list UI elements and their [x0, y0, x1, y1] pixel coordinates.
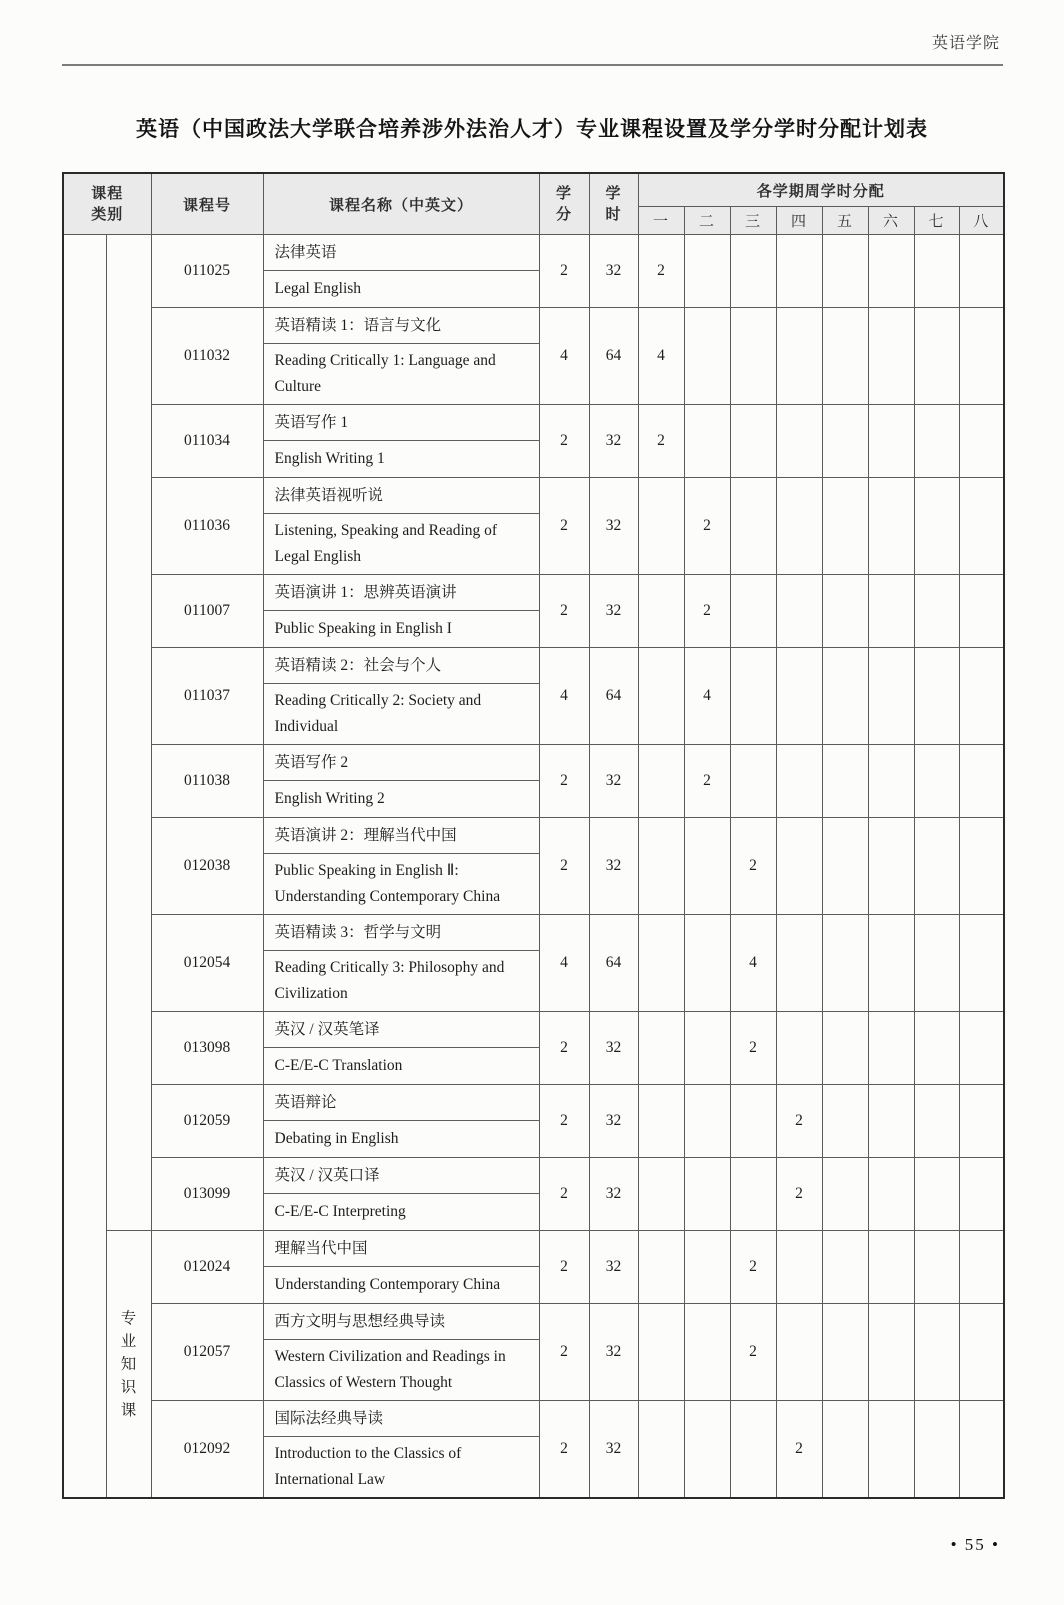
semester-hours-cell: [822, 1158, 868, 1231]
semester-hours-cell: [868, 478, 914, 575]
table-header: [63, 173, 1004, 235]
course-name-en: C-E/E-C Translation: [274, 1057, 403, 1074]
course-row: [63, 1012, 1004, 1085]
semester-hours-cell: [868, 915, 914, 1012]
header-credits-line2: 分: [556, 206, 573, 223]
semester-hours-cell: [914, 648, 959, 745]
hours-cell: 32: [589, 1085, 638, 1158]
course-name-en: Public Speaking in English Ⅱ: Understanding Contemporary China: [274, 862, 501, 905]
semester-hours-cell: [776, 745, 822, 818]
semester-hours-cell: [776, 478, 822, 575]
course-row: [63, 1401, 1004, 1499]
course-name-cn: 英语演讲 2：理解当代中国: [264, 818, 539, 854]
semester-hours-cell: 4: [684, 648, 730, 745]
semester-hours-cell: [822, 575, 868, 648]
course-row: [63, 478, 1004, 575]
header-category-line1: 课程: [91, 185, 124, 202]
semester-hours-cell: 2: [776, 1085, 822, 1158]
course-name-cn: 法律英语视听说: [264, 478, 539, 514]
header-hours-line2: 时: [605, 206, 622, 223]
semester-hours-cell: [868, 405, 914, 478]
hours-cell: 32: [589, 405, 638, 478]
course-code-cell: 012024: [151, 1231, 263, 1304]
course-name-cell: [263, 1012, 539, 1085]
course-row: [63, 1085, 1004, 1158]
course-name-en: Legal English: [274, 280, 362, 297]
semester-hours-cell: [776, 648, 822, 745]
header-semester-group: 各学期周学时分配: [638, 173, 1004, 207]
semester-hours-cell: [914, 745, 959, 818]
semester-hours-cell: 2: [684, 575, 730, 648]
course-name-cn: 英语精读 2：社会与个人: [264, 648, 539, 684]
semester-hours-cell: [684, 1401, 730, 1499]
semester-hours-cell: [638, 478, 684, 575]
course-name-cn: 英语精读 1：语言与文化: [264, 308, 539, 344]
semester-hours-cell: [730, 478, 776, 575]
semester-hours-cell: [776, 1012, 822, 1085]
semester-hours-cell: [638, 1401, 684, 1499]
course-name-cn: 英语演讲 1：思辨英语演讲: [264, 575, 539, 611]
course-name-en: Introduction to the Classics of International Law: [274, 1445, 462, 1488]
semester-hours-cell: [638, 1304, 684, 1401]
semester-hours-cell: [822, 915, 868, 1012]
credits-cell: 4: [539, 915, 589, 1012]
course-name-cell: [263, 1085, 539, 1158]
header-course-no: 课程号: [151, 173, 263, 235]
semester-hours-cell: [684, 1085, 730, 1158]
credits-cell: 2: [539, 1158, 589, 1231]
header-hours: [589, 173, 638, 235]
credits-cell: 4: [539, 308, 589, 405]
semester-hours-cell: 2: [730, 1231, 776, 1304]
semester-hours-cell: [730, 648, 776, 745]
semester-hours-cell: [914, 1231, 959, 1304]
semester-hours-cell: [776, 235, 822, 308]
semester-hours-cell: [730, 1401, 776, 1499]
semester-hours-cell: [959, 1085, 1004, 1158]
credits-cell: 2: [539, 1012, 589, 1085]
credits-cell: 2: [539, 575, 589, 648]
course-code-cell: 012038: [151, 818, 263, 915]
category-group-cell: [106, 235, 151, 1231]
semester-hours-cell: [959, 405, 1004, 478]
semester-hours-cell: [959, 1158, 1004, 1231]
course-name-cell: [263, 405, 539, 478]
semester-hours-cell: [959, 1231, 1004, 1304]
semester-hours-cell: [914, 308, 959, 405]
hours-cell: 32: [589, 1012, 638, 1085]
credits-cell: 4: [539, 648, 589, 745]
semester-hours-cell: [868, 575, 914, 648]
course-name-cn: 英语写作 2: [264, 745, 539, 781]
header-course-name: 课程名称（中英文）: [263, 173, 539, 235]
semester-hours-cell: [822, 1085, 868, 1158]
semester-hours-cell: [959, 1401, 1004, 1499]
course-name-cell: [263, 818, 539, 915]
course-name-cell: [263, 575, 539, 648]
semester-hours-cell: [914, 478, 959, 575]
semester-hours-cell: [914, 1085, 959, 1158]
course-code-cell: 013098: [151, 1012, 263, 1085]
course-name-cell: [263, 1401, 539, 1499]
semester-hours-cell: [776, 1231, 822, 1304]
semester-hours-cell: [730, 235, 776, 308]
credits-cell: 2: [539, 478, 589, 575]
category-outer-cell: [63, 235, 106, 1499]
course-name-en: C-E/E-C Interpreting: [274, 1203, 406, 1220]
header-semester-4: 四: [776, 207, 822, 235]
course-name-cn: 英语写作 1: [264, 405, 539, 441]
course-row: [63, 405, 1004, 478]
semester-hours-cell: 2: [684, 478, 730, 575]
credits-cell: 2: [539, 1231, 589, 1304]
semester-hours-cell: [684, 1231, 730, 1304]
semester-hours-cell: [776, 405, 822, 478]
semester-hours-cell: 2: [730, 818, 776, 915]
course-row: [63, 1304, 1004, 1401]
semester-hours-cell: [730, 1085, 776, 1158]
semester-hours-cell: [776, 575, 822, 648]
header-category-line2: 类别: [91, 206, 124, 223]
header-hours-line1: 学: [605, 185, 622, 202]
semester-hours-cell: [914, 818, 959, 915]
semester-hours-cell: [914, 575, 959, 648]
running-header: [932, 30, 1000, 53]
course-row: [63, 818, 1004, 915]
course-code-cell: 011025: [151, 235, 263, 308]
hours-cell: 64: [589, 648, 638, 745]
semester-hours-cell: [959, 235, 1004, 308]
semester-hours-cell: [684, 235, 730, 308]
semester-hours-cell: [776, 308, 822, 405]
semester-hours-cell: 2: [684, 745, 730, 818]
course-name-en: Listening, Speaking and Reading of Legal English: [274, 522, 498, 565]
semester-hours-cell: [914, 235, 959, 308]
semester-hours-cell: [868, 1304, 914, 1401]
course-code-cell: 012092: [151, 1401, 263, 1499]
credits-cell: 2: [539, 1085, 589, 1158]
header-semester-2: 二: [684, 207, 730, 235]
header-credits-line1: 学: [556, 185, 573, 202]
course-name-en: English Writing 2: [274, 790, 385, 807]
header-semester-5: 五: [822, 207, 868, 235]
semester-hours-cell: [638, 1012, 684, 1085]
course-name-en: Debating in English: [274, 1130, 399, 1147]
semester-hours-cell: [684, 308, 730, 405]
semester-hours-cell: [959, 308, 1004, 405]
page-title: 英语（中国政法大学联合培养涉外法治人才）专业课程设置及学分学时分配计划表: [136, 118, 928, 141]
college-name: 英语学院: [931, 35, 1000, 52]
semester-hours-cell: [822, 1401, 868, 1499]
semester-hours-cell: [959, 745, 1004, 818]
course-name-cell: [263, 915, 539, 1012]
course-name-cn: 西方文明与思想经典导读: [264, 1304, 539, 1340]
semester-hours-cell: [914, 405, 959, 478]
course-name-cn: 英语辩论: [264, 1085, 539, 1121]
semester-hours-cell: [822, 1304, 868, 1401]
header-semester-6: 六: [868, 207, 914, 235]
semester-hours-cell: [822, 235, 868, 308]
semester-hours-cell: 2: [776, 1401, 822, 1499]
course-name-en: Reading Critically 3: Philosophy and Civilization: [274, 959, 505, 1002]
header-rule: [62, 64, 1003, 66]
credits-cell: 2: [539, 818, 589, 915]
header-credits: [539, 173, 589, 235]
course-name-cell: [263, 235, 539, 308]
semester-hours-cell: [959, 1012, 1004, 1085]
category-group-cell: [106, 1231, 151, 1499]
course-name-cn: 国际法经典导读: [264, 1401, 539, 1437]
semester-hours-cell: [959, 1304, 1004, 1401]
semester-hours-cell: 4: [638, 308, 684, 405]
semester-hours-cell: [868, 745, 914, 818]
semester-hours-cell: [638, 818, 684, 915]
course-row: [63, 745, 1004, 818]
semester-hours-cell: [776, 915, 822, 1012]
semester-hours-cell: [638, 915, 684, 1012]
semester-hours-cell: 2: [730, 1304, 776, 1401]
course-name-en: Western Civilization and Readings in Classics of Western Thought: [274, 1348, 506, 1391]
course-name-cell: [263, 745, 539, 818]
semester-hours-cell: [822, 405, 868, 478]
hours-cell: 32: [589, 745, 638, 818]
course-row: [63, 1158, 1004, 1231]
credits-cell: 2: [539, 405, 589, 478]
page-number: • 55 •: [950, 1535, 1000, 1554]
course-name-cn: 英语精读 3：哲学与文明: [264, 915, 539, 951]
hours-cell: 32: [589, 1231, 638, 1304]
course-row: [63, 1231, 1004, 1304]
course-name-cell: [263, 1304, 539, 1401]
semester-hours-cell: [868, 235, 914, 308]
course-row: [63, 575, 1004, 648]
semester-hours-cell: [868, 1401, 914, 1499]
course-code-cell: 011007: [151, 575, 263, 648]
semester-hours-cell: [914, 1304, 959, 1401]
semester-hours-cell: 4: [730, 915, 776, 1012]
semester-hours-cell: [959, 478, 1004, 575]
header-semester-1: 一: [638, 207, 684, 235]
header-semester-7: 七: [914, 207, 959, 235]
semester-hours-cell: [868, 1012, 914, 1085]
hours-cell: 32: [589, 575, 638, 648]
semester-hours-cell: [684, 1012, 730, 1085]
hours-cell: 32: [589, 1401, 638, 1499]
course-code-cell: 013099: [151, 1158, 263, 1231]
course-code-cell: 012057: [151, 1304, 263, 1401]
course-row: [63, 235, 1004, 308]
semester-hours-cell: [914, 1158, 959, 1231]
course-name-cn: 英汉 / 汉英笔译: [264, 1012, 539, 1048]
course-name-en: Public Speaking in English I: [274, 620, 452, 637]
course-name-en: Reading Critically 1: Language and Culture: [274, 352, 496, 395]
header-category: [63, 173, 151, 235]
semester-hours-cell: [914, 1012, 959, 1085]
course-name-en: Understanding Contemporary China: [274, 1276, 501, 1293]
hours-cell: 32: [589, 818, 638, 915]
course-name-cn: 英汉 / 汉英口译: [264, 1158, 539, 1194]
semester-hours-cell: [730, 575, 776, 648]
semester-hours-cell: 2: [638, 405, 684, 478]
semester-hours-cell: [684, 405, 730, 478]
semester-hours-cell: [959, 648, 1004, 745]
semester-hours-cell: [868, 1158, 914, 1231]
credits-cell: 2: [539, 1401, 589, 1499]
course-name-cell: [263, 648, 539, 745]
table-body: [63, 235, 1004, 1499]
semester-hours-cell: [684, 1158, 730, 1231]
course-code-cell: 011032: [151, 308, 263, 405]
hours-cell: 32: [589, 478, 638, 575]
hours-cell: 64: [589, 308, 638, 405]
credits-cell: 2: [539, 1304, 589, 1401]
semester-hours-cell: [730, 745, 776, 818]
semester-hours-cell: [730, 405, 776, 478]
semester-hours-cell: 2: [638, 235, 684, 308]
semester-hours-cell: [822, 745, 868, 818]
course-name-cell: [263, 308, 539, 405]
semester-hours-cell: [868, 818, 914, 915]
semester-hours-cell: [730, 308, 776, 405]
category-group-label: 专业知识课: [120, 1309, 137, 1419]
header-semester-8: 八: [959, 207, 1004, 235]
course-code-cell: 012054: [151, 915, 263, 1012]
semester-hours-cell: [868, 1085, 914, 1158]
semester-hours-cell: [959, 818, 1004, 915]
course-code-cell: 011037: [151, 648, 263, 745]
semester-hours-cell: [868, 308, 914, 405]
semester-hours-cell: [638, 648, 684, 745]
semester-hours-cell: [776, 818, 822, 915]
semester-hours-cell: [638, 575, 684, 648]
semester-hours-cell: [638, 1085, 684, 1158]
semester-hours-cell: [684, 818, 730, 915]
semester-hours-cell: [959, 575, 1004, 648]
semester-hours-cell: [822, 1012, 868, 1085]
hours-cell: 32: [589, 1304, 638, 1401]
semester-hours-cell: [822, 478, 868, 575]
course-code-cell: 011034: [151, 405, 263, 478]
header-semester-3: 三: [730, 207, 776, 235]
course-name-cn: 理解当代中国: [264, 1231, 539, 1267]
credits-cell: 2: [539, 235, 589, 308]
curriculum-table: [62, 172, 1005, 1499]
semester-hours-cell: [868, 648, 914, 745]
semester-hours-cell: [638, 1231, 684, 1304]
semester-hours-cell: [822, 818, 868, 915]
course-code-cell: 011036: [151, 478, 263, 575]
hours-cell: 32: [589, 1158, 638, 1231]
course-code-cell: 012059: [151, 1085, 263, 1158]
credits-cell: 2: [539, 745, 589, 818]
semester-hours-cell: [638, 1158, 684, 1231]
course-name-en: Reading Critically 2: Society and Individual: [274, 692, 482, 735]
semester-hours-cell: 2: [730, 1012, 776, 1085]
semester-hours-cell: [822, 1231, 868, 1304]
semester-hours-cell: [776, 1304, 822, 1401]
course-name-cell: [263, 478, 539, 575]
semester-hours-cell: [914, 1401, 959, 1499]
course-row: [63, 648, 1004, 745]
course-row: [63, 308, 1004, 405]
course-name-cn: 法律英语: [264, 235, 539, 271]
semester-hours-cell: 2: [776, 1158, 822, 1231]
semester-hours-cell: [684, 1304, 730, 1401]
semester-hours-cell: [868, 1231, 914, 1304]
semester-hours-cell: [638, 745, 684, 818]
semester-hours-cell: [914, 915, 959, 1012]
course-name-en: English Writing 1: [274, 450, 385, 467]
course-code-cell: 011038: [151, 745, 263, 818]
semester-hours-cell: [730, 1158, 776, 1231]
semester-hours-cell: [822, 648, 868, 745]
course-name-cell: [263, 1158, 539, 1231]
hours-cell: 64: [589, 915, 638, 1012]
semester-hours-cell: [959, 915, 1004, 1012]
semester-hours-cell: [684, 915, 730, 1012]
course-row: [63, 915, 1004, 1012]
course-name-cell: [263, 1231, 539, 1304]
hours-cell: 32: [589, 235, 638, 308]
semester-hours-cell: [822, 308, 868, 405]
